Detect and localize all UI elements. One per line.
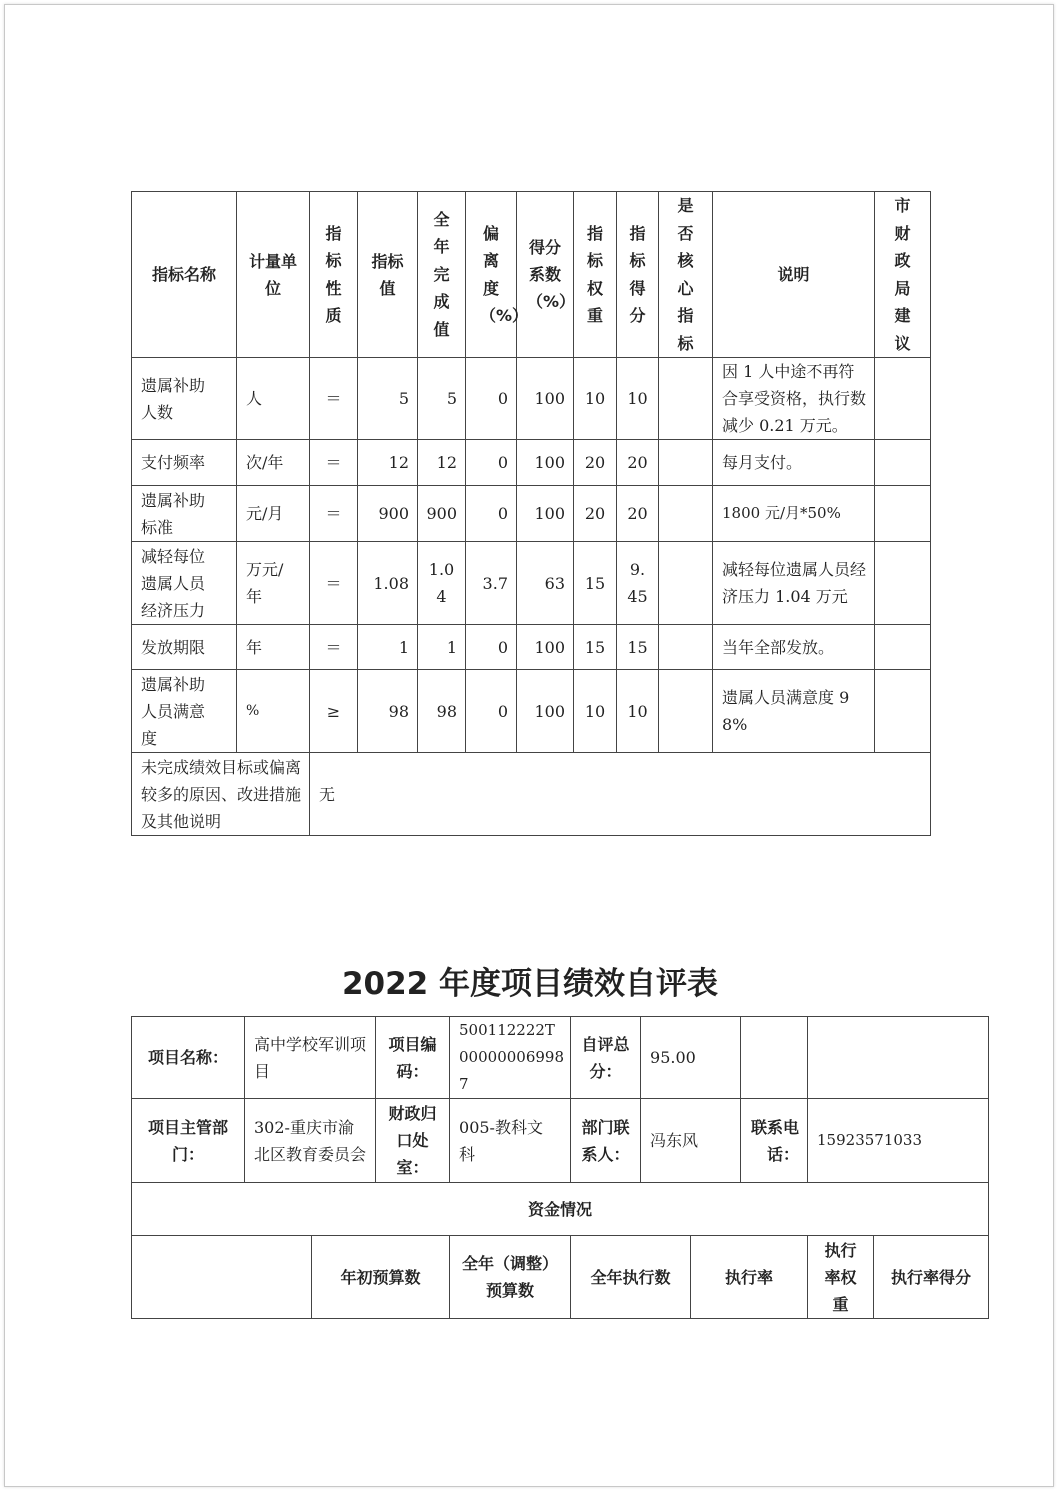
row-score: 15 — [617, 625, 659, 670]
header-name: 指标名称 — [132, 192, 237, 358]
funds-rate-header: 执行率 — [691, 1236, 808, 1319]
row-note: 1800 元/月*50% — [713, 486, 875, 542]
row-name: 发放期限 — [132, 625, 237, 670]
row-score: 10 — [617, 670, 659, 753]
row-name: 遗属补助人数 — [132, 358, 237, 440]
finance-office: 005-教科文科 — [450, 1099, 571, 1183]
header-weight: 指标权重 — [574, 192, 617, 358]
phone: 15923571033 — [808, 1099, 989, 1183]
row-note: 因 1 人中途不再符合享受资格，执行数减少 0.21 万元。 — [713, 358, 875, 440]
row-nature: ＝ — [310, 542, 358, 625]
row-nature: ≥ — [310, 670, 358, 753]
header-nature: 指标性质 — [310, 192, 358, 358]
row-unit: 人 — [237, 358, 310, 440]
row-target: 1.08 — [358, 542, 418, 625]
indicator-header-row — [132, 192, 931, 358]
finance-office-label: 财政归口处室： — [376, 1099, 450, 1183]
indicator-row — [132, 542, 931, 625]
row-deviation: 0 — [466, 486, 517, 542]
row-core — [659, 440, 713, 486]
funds-header-row — [132, 1183, 989, 1236]
row-target: 98 — [358, 670, 418, 753]
row-core — [659, 486, 713, 542]
dept-label: 项目主管部门： — [132, 1099, 245, 1183]
row-actual: 1.04 — [418, 542, 466, 625]
row-nature: ＝ — [310, 358, 358, 440]
indicator-table — [131, 191, 931, 836]
self-eval-title: 2022 年度项目绩效自评表 — [341, 966, 719, 1002]
row-core — [659, 625, 713, 670]
row-weight: 15 — [574, 542, 617, 625]
row-advice — [875, 670, 931, 753]
indicator-row — [132, 358, 931, 440]
contact-label: 部门联系人： — [571, 1099, 641, 1183]
row-score: 20 — [617, 440, 659, 486]
row-weight: 15 — [574, 625, 617, 670]
header-core: 是否核心指标 — [659, 192, 713, 358]
row-actual: 12 — [418, 440, 466, 486]
footer-value: 无 — [310, 753, 931, 836]
project-code-label: 项目编码： — [376, 1017, 450, 1099]
funds-initial-header: 年初预算数 — [312, 1236, 450, 1319]
blank-cell — [741, 1017, 808, 1099]
row-deviation: 3.7 — [466, 542, 517, 625]
funds-executed-header: 全年执行数 — [571, 1236, 691, 1319]
indicator-row — [132, 625, 931, 670]
total-score-label: 自评总分： — [571, 1017, 641, 1099]
row-core — [659, 670, 713, 753]
row-deviation: 0 — [466, 670, 517, 753]
header-score: 指标得分 — [617, 192, 659, 358]
row-unit: 万元/年 — [237, 542, 310, 625]
row-unit: 年 — [237, 625, 310, 670]
row-advice — [875, 358, 931, 440]
row-name: 支付频率 — [132, 440, 237, 486]
blank-cell — [132, 1236, 312, 1319]
funds-adjusted-header: 全年（调整）预算数 — [450, 1236, 571, 1319]
header-note: 说明 — [713, 192, 875, 358]
dept: 302-重庆市渝北区教育委员会 — [245, 1099, 376, 1183]
indicator-row — [132, 440, 931, 486]
contact: 冯东风 — [641, 1099, 741, 1183]
row-score: 9.45 — [617, 542, 659, 625]
row-coef: 100 — [517, 625, 574, 670]
header-coef: 得分系数（%） — [517, 192, 574, 358]
project-info-row — [132, 1017, 989, 1099]
row-name: 遗属补助标准 — [132, 486, 237, 542]
row-note: 减轻每位遗属人员经济压力 1.04 万元 — [713, 542, 875, 625]
row-coef: 100 — [517, 670, 574, 753]
row-target: 1 — [358, 625, 418, 670]
header-target: 指标值 — [358, 192, 418, 358]
footer-label: 未完成绩效目标或偏离较多的原因、改进措施及其他说明 — [132, 753, 310, 836]
row-actual: 5 — [418, 358, 466, 440]
row-note: 每月支付。 — [713, 440, 875, 486]
row-score: 10 — [617, 358, 659, 440]
row-coef: 100 — [517, 358, 574, 440]
row-unit: 次/年 — [237, 440, 310, 486]
row-coef: 63 — [517, 542, 574, 625]
funds-header: 资金情况 — [132, 1183, 989, 1236]
row-nature: ＝ — [310, 486, 358, 542]
phone-label: 联系电话： — [741, 1099, 808, 1183]
funds-rate-weight-header: 执行率权重 — [808, 1236, 874, 1319]
row-advice — [875, 486, 931, 542]
row-advice — [875, 542, 931, 625]
row-deviation: 0 — [466, 440, 517, 486]
row-core — [659, 542, 713, 625]
total-score: 95.00 — [641, 1017, 741, 1099]
row-target: 5 — [358, 358, 418, 440]
row-actual: 98 — [418, 670, 466, 753]
row-actual: 900 — [418, 486, 466, 542]
project-name-label: 项目名称： — [132, 1017, 245, 1099]
row-weight: 20 — [574, 440, 617, 486]
row-coef: 100 — [517, 440, 574, 486]
row-note: 当年全部发放。 — [713, 625, 875, 670]
header-actual: 全年完成值 — [418, 192, 466, 358]
row-weight: 20 — [574, 486, 617, 542]
row-target: 12 — [358, 440, 418, 486]
indicator-footer-row — [132, 753, 931, 836]
project-code: 500112222T000000069987 — [450, 1017, 571, 1099]
row-core — [659, 358, 713, 440]
row-note: 遗属人员满意度 98% — [713, 670, 875, 753]
indicator-row — [132, 670, 931, 753]
row-name: 遗属补助人员满意度 — [132, 670, 237, 753]
row-weight: 10 — [574, 670, 617, 753]
funds-columns-row — [132, 1236, 989, 1319]
funds-rate-score-header: 执行率得分 — [874, 1236, 989, 1319]
row-advice — [875, 440, 931, 486]
row-coef: 100 — [517, 486, 574, 542]
row-unit: 元/月 — [237, 486, 310, 542]
row-nature: ＝ — [310, 625, 358, 670]
row-target: 900 — [358, 486, 418, 542]
row-nature: ＝ — [310, 440, 358, 486]
project-name: 高中学校军训项目 — [245, 1017, 376, 1099]
row-unit: % — [237, 670, 310, 753]
blank-cell — [808, 1017, 989, 1099]
row-deviation: 0 — [466, 358, 517, 440]
header-deviation: 偏离度（%） — [466, 192, 517, 358]
self-eval-table — [131, 1016, 989, 1319]
indicator-row — [132, 486, 931, 542]
header-unit: 计量单位 — [237, 192, 310, 358]
row-deviation: 0 — [466, 625, 517, 670]
row-actual: 1 — [418, 625, 466, 670]
row-score: 20 — [617, 486, 659, 542]
row-name: 减轻每位遗属人员经济压力 — [132, 542, 237, 625]
row-weight: 10 — [574, 358, 617, 440]
row-advice — [875, 625, 931, 670]
dept-info-row — [132, 1099, 989, 1183]
header-advice: 市财政局建议 — [875, 192, 931, 358]
